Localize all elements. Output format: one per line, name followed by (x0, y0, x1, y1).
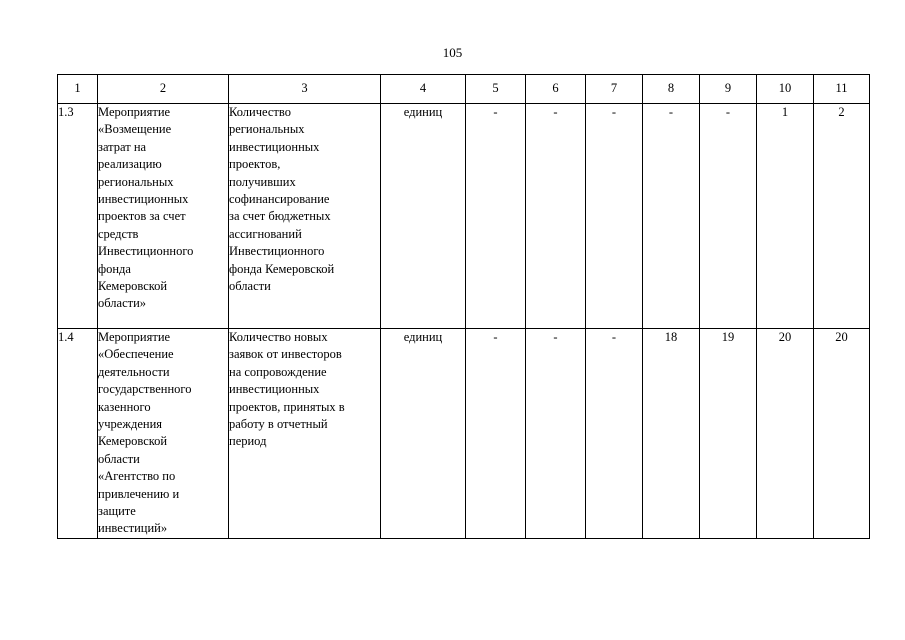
indicator-line: проектов, принятых в (229, 399, 345, 414)
indicators-table (57, 74, 870, 539)
unit-cell: единиц (381, 329, 466, 539)
value-cell: - (526, 104, 586, 329)
page-number: 105 (442, 45, 463, 60)
event-line: проектов за счет (98, 209, 186, 224)
indicator-line: инвестиционных (229, 382, 320, 397)
column-header: 5 (466, 75, 526, 104)
value-cell: - (643, 104, 700, 329)
column-header: 3 (229, 75, 381, 104)
event-line: инвестиций» (98, 521, 168, 536)
value-cell: 19 (700, 329, 757, 539)
indicator-line: софинансирование (229, 192, 330, 207)
indicator-line: Инвестиционного (229, 244, 325, 259)
event-line: учреждения (98, 417, 163, 432)
unit-cell: единиц (381, 104, 466, 329)
event-line: Мероприятие (98, 105, 171, 119)
column-header: 11 (814, 75, 870, 104)
event-line: защите (98, 504, 136, 519)
value-cell: - (466, 104, 526, 329)
row-number: 1.4 (58, 329, 98, 539)
indicator-line: ассигнований (229, 226, 302, 241)
value-cell: - (586, 104, 643, 329)
indicator-line: на сопровождение (229, 364, 327, 379)
indicator-line: фонда Кемеровской (229, 261, 335, 276)
event-line: средств (98, 226, 139, 241)
indicator-line: заявок от инвесторов (229, 347, 342, 362)
indicator-line: проектов, (229, 157, 281, 172)
indicator-line: Количество (229, 105, 291, 119)
event-line: «Обеспечение (98, 347, 174, 362)
event-line: реализацию (98, 157, 162, 172)
event-line: «Агентство по (98, 469, 176, 484)
indicator-line: получивших (229, 174, 296, 189)
indicator-line: за счет бюджетных (229, 209, 331, 224)
event-line: «Возмещение (98, 122, 172, 137)
event-line: Кемеровской (98, 279, 168, 294)
column-header: 4 (381, 75, 466, 104)
column-header: 10 (757, 75, 814, 104)
event-line: деятельности (98, 364, 170, 379)
value-cell: 20 (814, 329, 870, 539)
indicator-line: Количество новых (229, 330, 328, 344)
column-header: 6 (526, 75, 586, 104)
event-line: области (98, 451, 140, 466)
indicator-cell (229, 329, 381, 539)
indicator-line: инвестиционных (229, 139, 320, 154)
column-header: 2 (98, 75, 229, 104)
event-line: Кемеровской (98, 434, 168, 449)
value-cell: - (700, 104, 757, 329)
table-header-row (58, 75, 870, 104)
event-line: казенного (98, 399, 151, 414)
value-cell: - (466, 329, 526, 539)
indicator-line: период (229, 434, 267, 449)
table-row (58, 329, 870, 539)
event-cell (98, 329, 229, 539)
event-line: привлечению и (98, 486, 180, 501)
row-number: 1.3 (58, 104, 98, 329)
event-cell (98, 104, 229, 329)
value-cell: - (586, 329, 643, 539)
value-cell: 1 (757, 104, 814, 329)
indicator-line: работу в отчетный (229, 417, 328, 432)
value-cell: 2 (814, 104, 870, 329)
indicator-line: региональных (229, 122, 305, 137)
value-cell: 20 (757, 329, 814, 539)
event-line: фонда (98, 261, 131, 276)
column-header: 9 (700, 75, 757, 104)
event-line: области» (98, 296, 147, 311)
column-header: 7 (586, 75, 643, 104)
event-line: региональных (98, 174, 174, 189)
column-header: 8 (643, 75, 700, 104)
event-line: Инвестиционного (98, 244, 194, 259)
event-line: государственного (98, 382, 192, 397)
event-line: инвестиционных (98, 192, 189, 207)
indicator-line: области (229, 279, 271, 294)
table-row (58, 104, 870, 329)
indicator-cell (229, 104, 381, 329)
event-line: Мероприятие (98, 330, 171, 344)
value-cell: 18 (643, 329, 700, 539)
event-line: затрат на (98, 139, 147, 154)
value-cell: - (526, 329, 586, 539)
column-header: 1 (58, 75, 98, 104)
